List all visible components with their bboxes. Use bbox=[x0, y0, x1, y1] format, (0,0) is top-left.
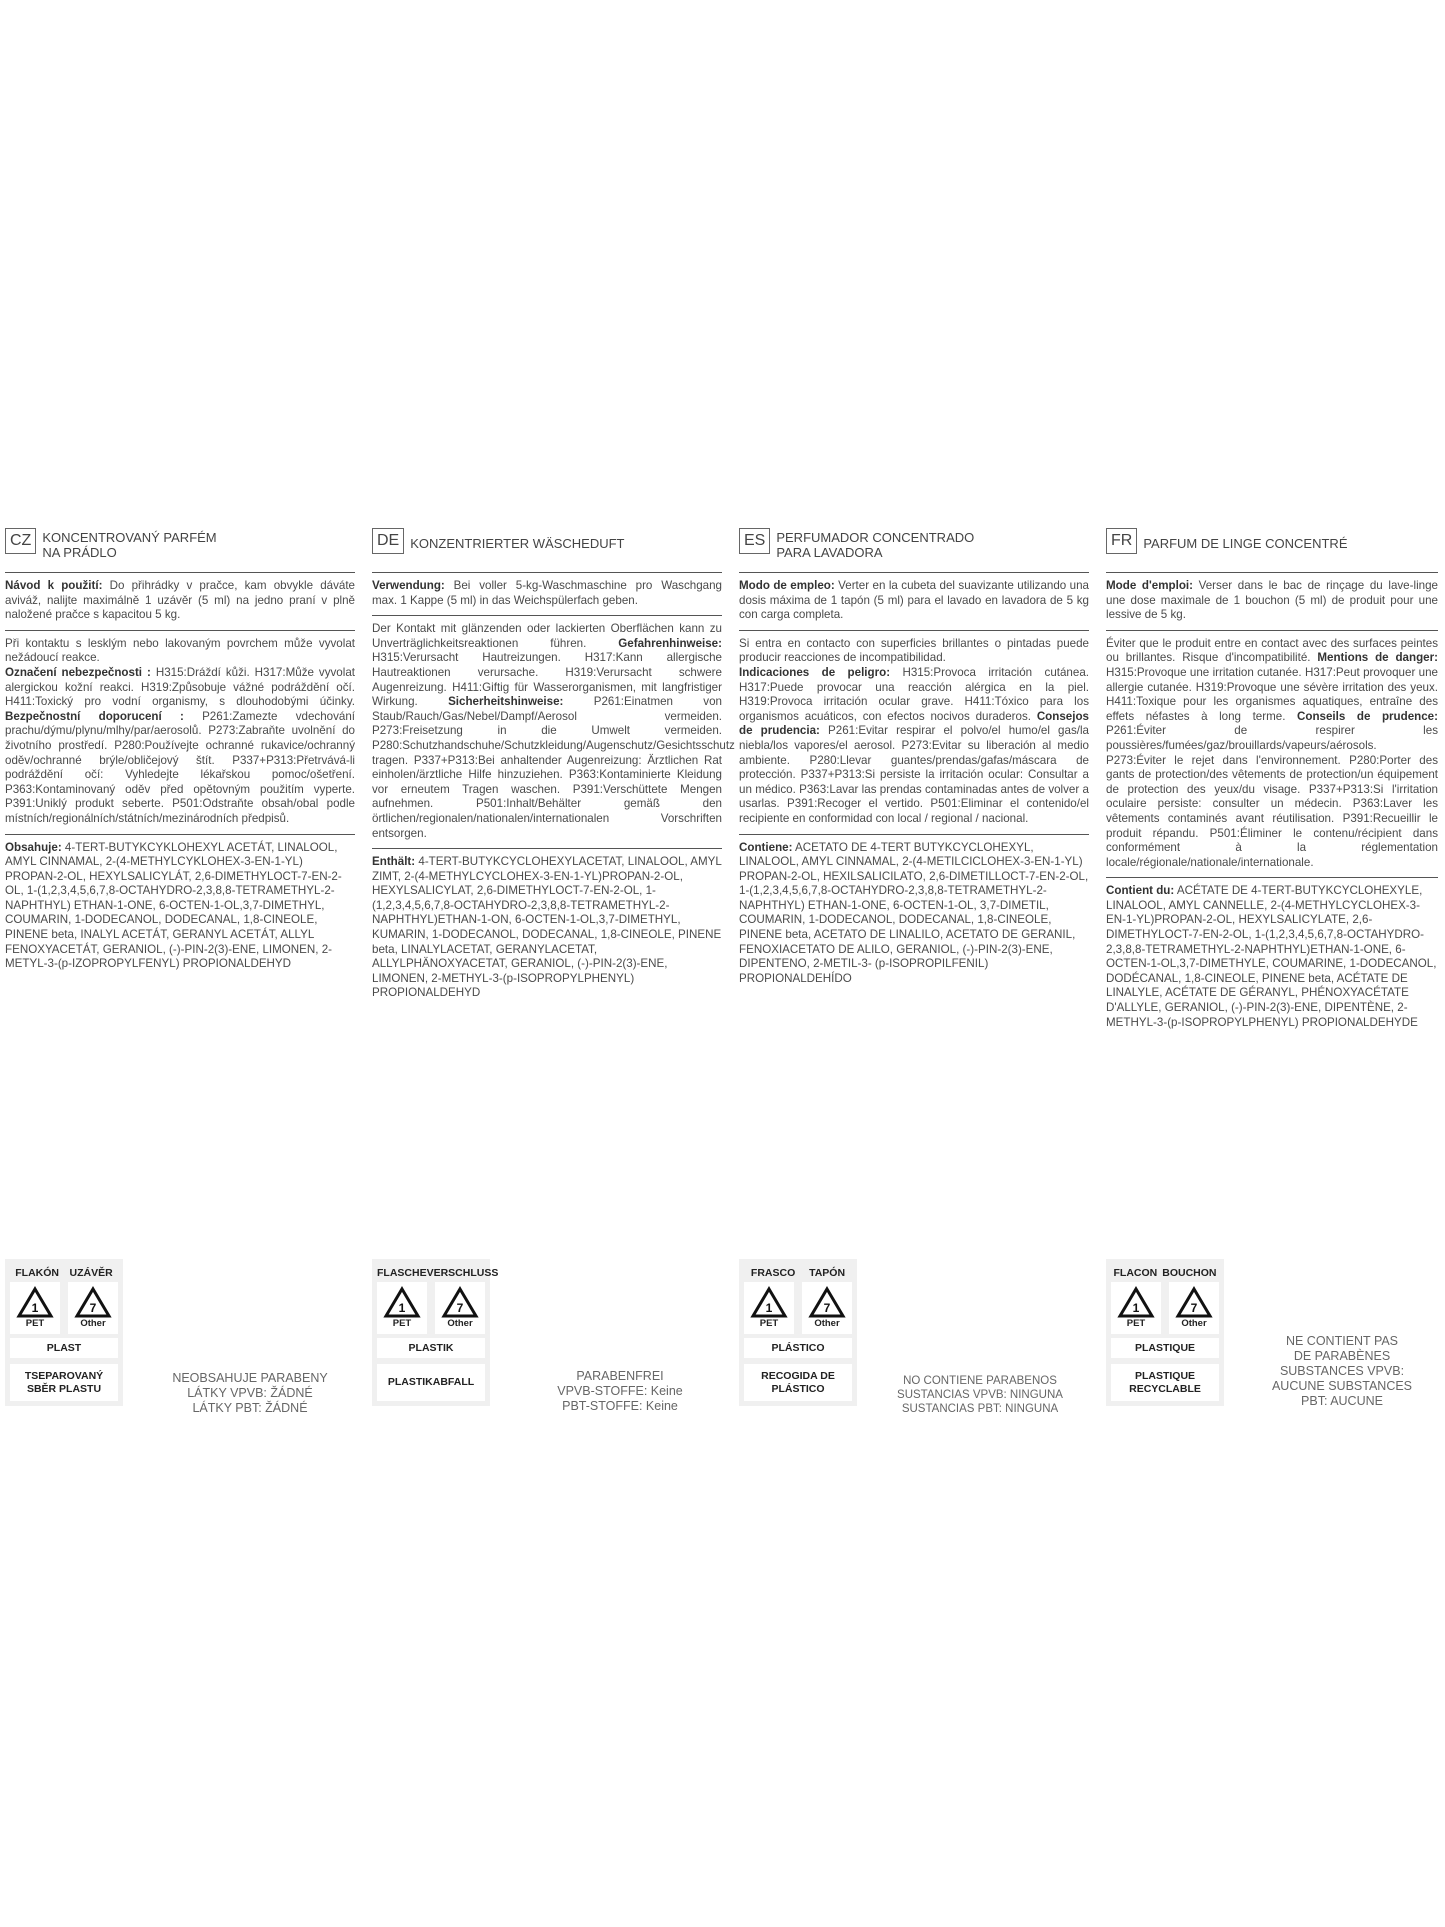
material-label: PLASTIK bbox=[377, 1338, 485, 1358]
recycle-pet-icon: 1 PET bbox=[377, 1282, 427, 1334]
product-title: KONZENTRIERTER WÄSCHEDUFT bbox=[410, 536, 625, 551]
resin-code: 7 bbox=[1190, 1301, 1198, 1315]
recycling-header: FLAKÓN UZÁVĚR bbox=[15, 1267, 113, 1279]
recycle-pet-icon: 1 PET bbox=[10, 1282, 60, 1334]
recycle-other-icon: 7 Other bbox=[802, 1282, 852, 1334]
safety-section: Éviter que le produit entre en contact avec des surfaces peintes ou brillantes. Risque d'incompatibilité. Mentions de danger: H315:Provoque une irritation cutanée. H317:Peut provoquer une allergie cutanée. H319:Provoque une sévère irritation des yeux. H411:Toxique pour les organismes aquatiques, entraîne des effets néfastes à long terme. Conseils de prudence: P261:Éviter de respirer les poussières/fumées/gaz/brouillards/vapeurs/aérosols. P273:Éviter le rejet dans l'environnement. P280:Porter des gants de protection/des vêtements de protection/un équipement de protection des yeux/du visage. P337+P313:Si l'irritation oculaire persiste: consulter un médecin. P363:Laver les vêtements contaminés avant réutilisation. P391:Recueillir le produit répandu. P501:Éliminer le contenu/récipient dans conformément à la réglementation locale/régionale/nationale/internationale. bbox=[1106, 631, 1438, 879]
label-column-de bbox=[372, 528, 735, 1008]
disposal-label: PLASTIKABFALL bbox=[377, 1364, 485, 1401]
language-code: CZ bbox=[5, 528, 36, 554]
usage-section: Mode d'emploi: Verser dans le bac de rinçage du lave-linge une dose maximale de 1 bouchon (5 ml) de produit pour une lessive de 5 kg. bbox=[1106, 573, 1438, 631]
recycling-box-cz bbox=[5, 1259, 123, 1406]
ingredients-section: Enthält: 4-TERT-BUTYKCYCLOHEXYLACETAT, LINALOOL, AMYL ZIMT, 2-(4-METHYLCYCLOHEX-3-EN-1-YL)PROPAN-2-OL, HEXYLSALICYLAT, 2,6-DIMETHYLOCT-7-EN-2-OL, 1-(1,2,3,4,5,6,7,8-OCTAHYDRO-2,3,8,8-TETRAMETHYL-2-NAPHTHYL)ETHAN-1-ON, 6-OCTEN-1-OL,3,7-DIMETHYL, KUMARIN, 1-DODECANOL, DODECANAL, 1,8-CINEOLE, PINENE beta, LINALYLACETAT, GERANYLACETAT, ALLYLPHÄNOXYACETAT, GERANIOL, (-)-PIN-2(3)-ENE, LIMONEN, 2-METHYL-3-(p-ISOPROPYLPHENYL) PROPIONALDEHYD bbox=[372, 855, 722, 1000]
material-label: PLAST bbox=[10, 1338, 118, 1358]
product-title: KONCENTROVANÝ PARFÉM NA PRÁDLO bbox=[42, 530, 217, 560]
recycle-other-icon: 7 Other bbox=[68, 1282, 118, 1334]
recycling-header: FLACON BOUCHON bbox=[1113, 1267, 1217, 1279]
resin-code: 7 bbox=[89, 1301, 97, 1315]
usage-section: Modo de empleo: Verter en la cubeta del suavizante utilizando una dosis máxima de 1 tapón (5 ml) para el lavado en lavadora de 5 kg con carga completa. bbox=[739, 573, 1089, 631]
ingredients-section: Contient du: ACÉTATE DE 4-TERT-BUTYKCYCLOHEXYLE, LINALOOL, AMYL CANNELLE, 2-(4-METHYLCYCLOHEX-3-EN-1-YL)PROPAN-2-OL, HEXYLSALICYLATE, 2,6-DIMETHYLOCT-7-EN-2-OL, 1-(1,2,3,4,5,6,7,8-OCTAHYDRO-2,3,8,8-TETRAMETHYL-2-NAPHTHYL)ETHAN-1-ONE, 6-OCTEN-1-OL,3,7-DIMETHYLE, COUMARINE, 1-DODECANOL, DODÉCANAL, 1,8-CINEOLE, PINENE beta, ACÉTATE DE LINALYLE, ACÉTATE DE GÉRANYL, PHÉNOXYACÉTATE D'ALLYLE, GERANIOL, (-)-PIN-2(3)-ENE, DIPENTÈNE, 2-METHYL-3-(p-ISOPROPYLPHENYL) PROPIONALDEHYDE bbox=[1106, 884, 1437, 1029]
language-code: DE bbox=[372, 528, 404, 554]
substances-note-fr: NE CONTIENT PAS DE PARABÈNES SUBSTANCES VPVB: AUCUNE SUBSTANCES PBT: AUCUNE bbox=[1271, 1334, 1413, 1408]
recycle-other-icon: 7 Other bbox=[1169, 1282, 1219, 1334]
column-header bbox=[5, 528, 355, 573]
recycle-pet-icon: 1 PET bbox=[744, 1282, 794, 1334]
resin-code: 1 bbox=[31, 1301, 39, 1315]
disposal-label: TSEPAROVANÝ SBĚR PLASTU bbox=[10, 1364, 118, 1401]
recycling-header: FLASCHE VERSCHLUSS bbox=[377, 1267, 499, 1279]
resin-code: 1 bbox=[1132, 1301, 1140, 1315]
recycling-box-de bbox=[372, 1259, 499, 1406]
label-column-cz bbox=[5, 528, 355, 979]
usage-section: Návod k použití: Do přihrádky v pračce, kam obvykle dáváte aviváž, nalijte maximálně 1 uzávěr (5 ml) na jedno praní v plně naložené pračce s kapacitou 5 kg. bbox=[5, 573, 355, 631]
recycling-box-es bbox=[739, 1259, 857, 1406]
resin-code: 1 bbox=[765, 1301, 773, 1315]
substances-note-es: NO CONTIENE PARABENOS SUSTANCIAS VPVB: NINGUNA SUSTANCIAS PBT: NINGUNA bbox=[897, 1375, 1063, 1415]
safety-section: Der Kontakt mit glänzenden oder lackierten Oberflächen kann zu Unverträglichkeitsreaktionen führen. Gefahrenhinweise: H315:Verursacht Hautreizungen. H317:Kann allergische Hautreaktionen verursache. H319:Verursacht schwere Augenreizung. H411:Giftig für Wasserorganismen, mit langfristiger Wirkung. Sicherheitshinweise: P261:Einatmen von Staub/Rauch/Gas/Nebel/Dampf/Aerosol vermeiden. P273:Freisetzung in die Umwelt vermeiden. P280:Schutzhandschuhe/Schutzkleidung/Augenschutz/Gesichtsschutz tragen. P337+P313:Bei anhaltender Augenreizung: Ärztlichen Rat einholen/ärztliche Hilfe hinzuziehen. P363:Kontaminierte Kleidung vor erneutem Tragen waschen. P391:Verschüttete Mengen aufnehmen. P501:Inhalt/Behälter gemäß den örtlichen/regionalen/nationalen/internationalen Vorschriften entsorgen. bbox=[372, 616, 722, 849]
substances-note-de: PARABENFREI VPVB-STOFFE: Keine PBT-STOFFE: Keine bbox=[557, 1369, 683, 1413]
ingredients-section: Obsahuje: 4-TERT-BUTYKCYKLOHEXYL ACETÁT, LINALOOL, AMYL CINNAMAL, 2-(4-METHYLCYKLOHEX-3-EN-1-YL) PROPAN-2-OL, HEXYLSALICYLÁT, 2,6-DIMETHYLOCT-7-EN-2-OL, 1-(1,2,3,4,5,6,7,8-OCTAHYDRO-2,3,8,8-TETRAMETHYL-2-NAPHTHYL) ETHAN-1-ONE, 6-OCTEN-1-OL,3,7-DIMETHYL, COUMARIN, 1-DODECANOL, DODECANAL, 1,8-CINEOLE, PINENE beta, INALYL ACETÁT, GERANYL ACETÁT, ALLYL FENOXYACETÁT, GERANIOL, (-)-PIN-2(3)-ENE, LIMONEN, 2-METYL-3-(p-IZOPROPYLFENYL) PROPIONALDEHYD bbox=[5, 840, 342, 971]
recycling-header: FRASCO TAPÓN bbox=[750, 1267, 846, 1279]
column-header bbox=[739, 528, 1089, 573]
label-column-fr bbox=[1106, 528, 1438, 1037]
recycle-other-icon: 7 Other bbox=[435, 1282, 485, 1334]
resin-code: 7 bbox=[823, 1301, 831, 1315]
label-column-es bbox=[739, 528, 1089, 993]
usage-section: Verwendung: Bei voller 5-kg-Waschmaschine pro Waschgang max. 1 Kappe (5 ml) in das Weichspülerfach geben. bbox=[372, 573, 722, 616]
recycling-box-fr bbox=[1106, 1259, 1224, 1406]
material-label: PLÁSTICO bbox=[744, 1338, 852, 1358]
column-header bbox=[1106, 528, 1438, 573]
product-title: PERFUMADOR CONCENTRADO PARA LAVADORA bbox=[776, 530, 975, 560]
disposal-label: RECOGIDA DE PLÁSTICO bbox=[744, 1364, 852, 1401]
material-label: PLASTIQUE bbox=[1111, 1338, 1219, 1358]
ingredients-section: Contiene: ACETATO DE 4-TERT BUTYKCYCLOHEXYL, LINALOOL, AMYL CINNAMAL, 2-(4-METILCICLOHEX-3-EN-1-YL) PROPAN-2-OL, HEXILSALICILATO, 2,6-DIMETILLOCT-7-EN-2-OL, 1-(1,2,3,4,5,6,7,8-OCTAHYDRO-2,3,8,8-TETRAMETHYL-2-NAPHTHYL) ETHAN-1-ONE, 6-OCTEN-1-OL, 3,7-DIMETIL, COUMARIN, 1-DODECANOL, DODECANAL, 1,8-CINEOLE, PINENE beta, ACETATO DE LINALILO, ACETATO DE GERANIL, FENOXIACETATO DE ALILO, GERANIOL, (-)-PIN-2(3)-ENE, DIPENTENO, 2-METIL-3- (p-ISOPROPILFENIL) PROPIONALDEHÍDO bbox=[739, 840, 1089, 985]
language-code: FR bbox=[1106, 528, 1137, 554]
language-code: ES bbox=[739, 528, 770, 554]
resin-code: 7 bbox=[456, 1301, 464, 1315]
disposal-label: PLASTIQUE RECYCLABLE bbox=[1111, 1364, 1219, 1401]
safety-section: Při kontaktu s lesklým nebo lakovaným povrchem může vyvolat nežádoucí reakce. Označení nebezpečnosti : H315:Dráždí kůži. H317:Může vyvolat alergickou kožní reakci. H319:Způsobuje vážné podráždění očí. H411:Toxický pro vodní organismy, s dlouhodobými účinky. Bezpečnostní doporucení : P261:Zamezte vdechování prachu/dýmu/plynu/mlhy/par/aerosolů. P273:Zabraňte uvolnění do životního prostředí. P280:Používejte ochranné rukavice/ochranný oděv/ochranné brýle/obličejový štít. P337+P313:Přetrvává-li podráždění očí: Vyhledejte lékařskou pomoc/ošetření. P363:Kontaminovaný oděv před opětovným použitím vyperte. P391:Uniklý produkt seberte. P501:Odstraňte obsah/obal podle místních/regionálních/státních/mezinárodních předpisů. bbox=[5, 631, 355, 835]
resin-code: 1 bbox=[398, 1301, 406, 1315]
column-header bbox=[372, 528, 722, 573]
safety-section: Si entra en contacto con superficies brillantes o pintadas puede producir reacciones de incompatibilidad. Indicaciones de peligro: H315:Provoca irritación cutánea. H317:Puede provocar una reacción alérgica en la piel. H319:Provoca irritación ocular grave. H411:Tóxico para los organismos acuáticos, con efectos nocivos duraderos. Consejos de prudencia: P261:Evitar respirar el polvo/el humo/el gas/la niebla/los vapores/el aerosol. P273:Evitar su liberación al medio ambiente. P280:Llevar guantes/prendas/gafas/máscara de protección. P337+P313:Si persiste la irritación ocular: Consultar a un médico. P363:Lavar las prendas contaminadas antes de volver a usarlas. P391:Recoger el vertido. P501:Eliminar el contenido/el recipiente en conformidad con local / regional / nacional. bbox=[739, 631, 1089, 835]
recycle-pet-icon: 1 PET bbox=[1111, 1282, 1161, 1334]
product-title: PARFUM DE LINGE CONCENTRÉ bbox=[1143, 536, 1348, 551]
substances-note-cz: NEOBSAHUJE PARABENY LÁTKY VPVB: ŽÁDNÉ LÁTKY PBT: ŽÁDNÉ bbox=[172, 1371, 328, 1415]
